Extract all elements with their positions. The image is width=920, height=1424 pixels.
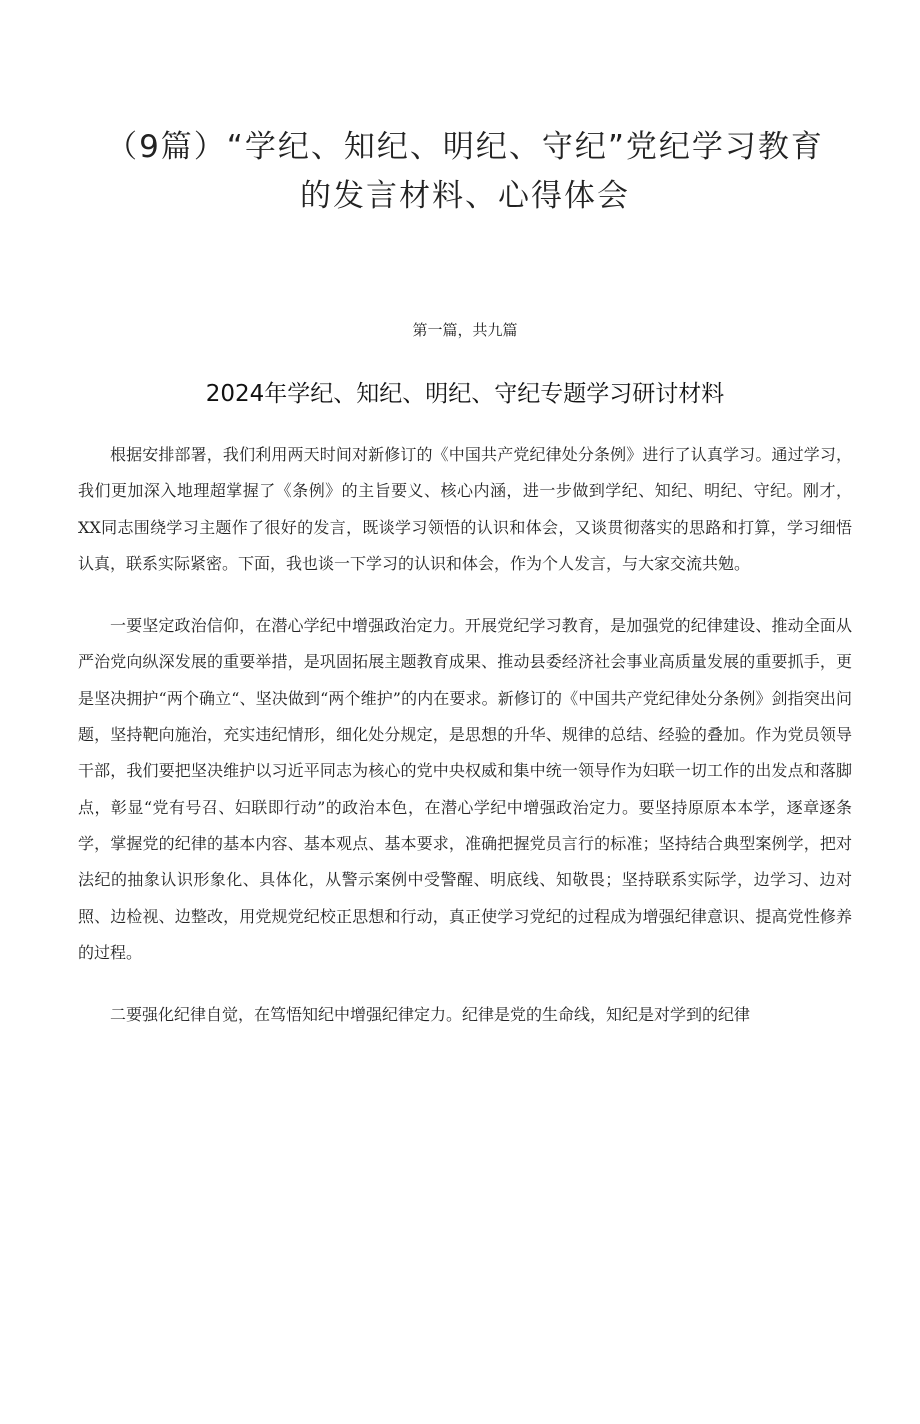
body-paragraph-point-one: 一要坚定政治信仰，在潜心学纪中增强政治定力。开展党纪学习教育，是加强党的纪律建设、推动全面从严治党向纵深发展的重要举措，是巩固拓展主题教育成果、推动县委经济社会事业高质量发展的重要抓手，更是坚决拥护“两个确立“、坚决做到“两个维护”的内在要求。新修订的《中国共产党纪律处分条例》剑指突出问题，坚持靶向施治，充实违纪情形，细化处分规定，是思想的升华、规律的总结、经验的叠加。作为党员领导干部，我们要把坚决维护以习近平同志为核心的党中央权威和集中统一领导作为妇联一切工作的出发点和落脚点，彰显“党有号召、妇联即行动”的政治本色，在潜心学纪中增强政治定力。要坚持原原本本学，逐章逐条学，掌握党的纪律的基本内容、基本观点、基本要求，准确把握党员言行的标准；坚持结合典型案例学，把对法纪的抽象认识形象化、具体化，从警示案例中受警醒、明底线、知敬畏；坚持联系实际学，边学习、边对照、边检视、边整改，用党规党纪校正思想和行动，真正使学习党纪的过程成为增强纪律意识、提高党性修养的过程。: [78, 616, 852, 962]
part-indicator: 第一篇，共九篇: [412, 321, 518, 339]
document-page: [0, 123, 920, 1424]
body-paragraph-point-two: 二要强化纪律自觉，在笃悟知纪中增强纪律定力。纪律是党的生命线，知纪是对学到的纪律: [110, 1005, 751, 1025]
document-title-line-1: （9篇）“学纪、知纪、明纪、守纪”党纪学习教育: [106, 129, 824, 165]
document-title: [78, 123, 852, 221]
document-title-line-2: 的发言材料、心得体会: [300, 178, 630, 214]
section-heading: 2024年学纪、知纪、明纪、守纪专题学习研讨材料: [205, 381, 725, 407]
body-paragraph-intro: 根据安排部署，我们利用两天时间对新修订的《中国共产党纪律处分条例》进行了认真学习。通过学习，我们更加深入地理超掌握了《条例》的主旨要义、核心内涵，进一步做到学纪、知纪、明纪、守纪。刚才，XX同志围绕学习主题作了很好的发言，既谈学习领悟的认识和体会，又谈贯彻落实的思路和打算，学习细悟认真，联系实际紧密。下面，我也谈一下学习的认识和体会，作为个人发言，与大家交流共勉。: [78, 445, 852, 573]
